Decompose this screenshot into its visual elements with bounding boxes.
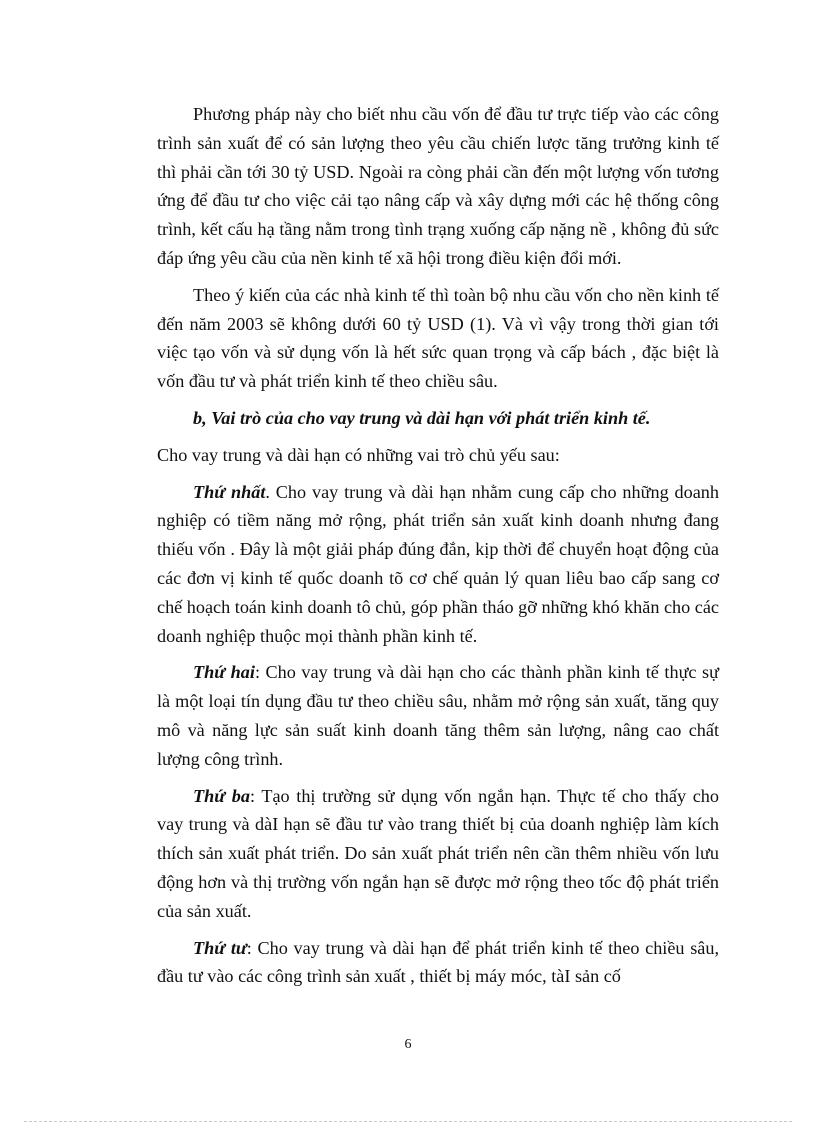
page-bottom-divider bbox=[24, 1121, 792, 1122]
page-number: 6 bbox=[404, 1037, 412, 1052]
role-fourth-lead: Thứ tư bbox=[193, 937, 247, 958]
paragraph-role-fourth bbox=[157, 934, 719, 992]
role-first-text: . Cho vay trung và dài hạn nhằm cung cấp cho những doanh nghiệp có tiềm năng mở rộng, phát triển sản xuất kinh doanh nhưng đang thiếu vốn . Đây là một giải pháp đúng đắn, kịp thời để chuyển hoạt động của các đơn vị kinh tế quốc doanh tõ cơ chế quản lý quan liêu bao cấp sang cơ chế hoạch toán kinh doanh tô chủ, góp phần tháo gỡ những khó khăn cho các doanh nghiệp thuộc mọi thành phần kinh tế. bbox=[157, 481, 719, 646]
paragraph-roles-intro: Cho vay trung và dài hạn có những vai trò chủ yếu sau: bbox=[157, 444, 560, 465]
paragraph-role-third bbox=[157, 782, 719, 926]
role-third-text: : Tạo thị trường sử dụng vốn ngắn hạn. Thực tế cho thấy cho vay trung và dàI hạn sẽ đầu tư vào trang thiết bị của doanh nghiệp làm kích thích sản xuất phát triển. Do sản xuất phát triển nên cần thêm nhiều vốn lưu động hơn và thị trường vốn ngắn hạn sẽ được mở rộng theo tốc độ phát triển của sản xuất. bbox=[157, 785, 719, 921]
page-body bbox=[157, 100, 719, 999]
paragraph-economists-opinion: Theo ý kiến của các nhà kinh tế thì toàn bộ nhu cầu vốn cho nền kinh tế đến năm 2003 sẽ không dưới 60 tỷ USD (1). Và vì vậy trong thời gian tới việc tạo vốn và sử dụng vốn là hết sức quan trọng và cấp bách , đặc biệt là vốn đầu tư và phát triển kinh tế theo chiều sâu. bbox=[157, 284, 719, 392]
paragraph-capital-demand: Phương pháp này cho biết nhu cầu vốn để đầu tư trực tiếp vào các công trình sản xuất để có sản lượng theo yêu cầu chiến lược tăng trưởng kinh tế thì phải cần tới 30 tỷ USD. Ngoài ra còng phải cần đến một lượng vốn tương ứng để đầu tư cho việc cải tạo nâng cấp và xây dựng mới các hệ thống công trình, kết cấu hạ tầng nằm trong tình trạng xuống cấp nặng nề , không đủ sức đáp ứng yêu cầu của nền kinh tế xã hội trong điều kiện đổi mới. bbox=[157, 104, 719, 268]
paragraph-role-first bbox=[157, 478, 719, 651]
role-first-lead: Thứ nhất bbox=[193, 481, 266, 502]
paragraph-role-second bbox=[157, 658, 719, 773]
section-heading-b: b, Vai trò của cho vay trung và dài hạn với phát triển kinh tế. bbox=[193, 407, 651, 428]
role-second-lead: Thứ hai bbox=[193, 662, 255, 683]
role-third-lead: Thứ ba bbox=[193, 785, 250, 806]
role-fourth-text: : Cho vay trung và dài hạn để phát triển kinh tế theo chiều sâu, đầu tư vào các công trình sản xuất , thiết bị máy móc, tàI sản cố bbox=[157, 937, 719, 987]
role-second-text: : Cho vay trung và dài hạn cho các thành phần kinh tế thực sự là một loại tín dụng đầu tư theo chiều sâu, nhằm mở rộng sản xuất, tăng quy mô và năng lực sản suất kinh doanh tăng thêm sản lượng, nâng cao chất lượng công trình. bbox=[157, 662, 719, 769]
